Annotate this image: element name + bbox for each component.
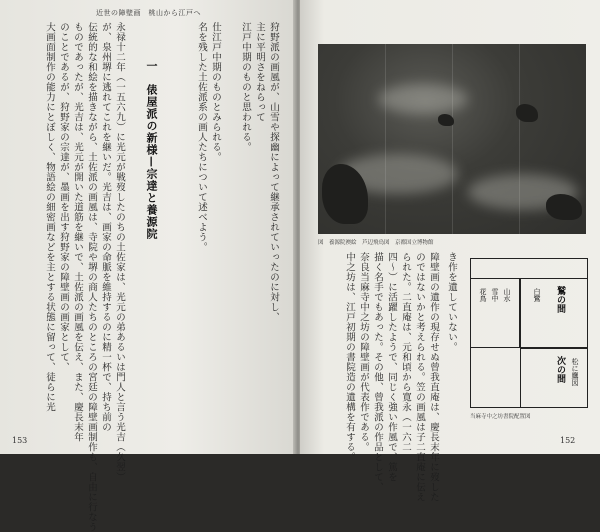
text-column: 中之坊は、江戸初期の書院造の遺構を有する。	[344, 252, 355, 462]
text-column: ものであったが、光吉は、光元が開いた道筋を継いで、土佐派の画風を伝え、また、慶長末年	[72, 22, 83, 442]
text-column: のではないかと考えられる。笠の画風は子二直庵に伝え	[414, 252, 425, 502]
plan-room-label: 山水	[503, 288, 511, 302]
photo-caption: 図 養源院襖絵 芦辺飛鳥図 京都国立博物館	[318, 240, 434, 246]
plan-room-label: 白鷺	[533, 288, 541, 302]
text-column: が、泉州堺に逃れてこれを継いだ。光吉は、画家の命脈を維持するのに精一杯で、持ち前の	[100, 22, 111, 432]
plan-caption: 当麻寺中之坊書院配置図	[470, 414, 531, 420]
floor-plan-diagram	[470, 258, 588, 408]
page-number: 152	[560, 436, 576, 445]
page-number: 153	[12, 436, 28, 445]
text-column: 江戸中期のものと思われる。	[240, 22, 251, 152]
text-column: 四〜）に活躍したようで、同じく強い作風で、篤を	[386, 252, 397, 482]
plan-room-label: 鷲の間	[555, 286, 565, 313]
text-column: られた。二直庵は、元和頃から寛永（一六二	[400, 252, 411, 452]
plan-room-label: 松に鷹図	[571, 358, 579, 386]
text-column: 主に平明さをねらって	[254, 22, 265, 122]
plan-room-label: 雪中	[491, 288, 499, 302]
plan-room-label: 花鳥	[479, 288, 487, 302]
text-column: き作を遺していない。	[446, 252, 457, 352]
text-column: 大画面制作の能力にとぼしく、物語絵の細密画などを主とする状態に留って、徒らに光	[44, 22, 55, 412]
text-column: のことであるが、狩野家の宗達が、墨画を出す狩野家の障壁画の画家として、	[58, 22, 69, 372]
text-column: 奈良当麻寺中之坊の障壁画が代表作である。	[358, 252, 369, 452]
text-column: 描く名手でもあった。その他、曾我派の作品として、	[372, 252, 383, 492]
text-column: 仕江戸中期のものとみられる。	[210, 22, 221, 162]
text-column: 狩野派の画風が、山雪や探幽によって継承されていったのに対し、	[268, 22, 279, 322]
screen-painting-photo	[318, 44, 586, 234]
text-column: 伝統的な和絵を描きながら、土佐派の画風は、寺院や堺の商人たちのところの宮廷の障壁画制作も、自由に行なう	[86, 22, 97, 532]
left-page	[0, 0, 296, 532]
text-column: 名を残した土佐派系の画人たちについて述べよう。	[196, 22, 207, 252]
section-heading: 一 俵屋派の新様—宗達と養源院	[145, 60, 158, 240]
running-head: 近世の障壁画 桃山から江戸へ	[96, 9, 201, 17]
text-column: 永禄十二年（一五六九）に光元が戦歿したのちの土佐家は、光元の弟あるいは門人と言う光吉（久翌）	[114, 22, 125, 482]
plan-room-label: 次の間	[555, 356, 565, 383]
text-column: 障壁画の遺作の現存せぬ曾我直庵は、慶長末年に歿した	[428, 252, 439, 502]
